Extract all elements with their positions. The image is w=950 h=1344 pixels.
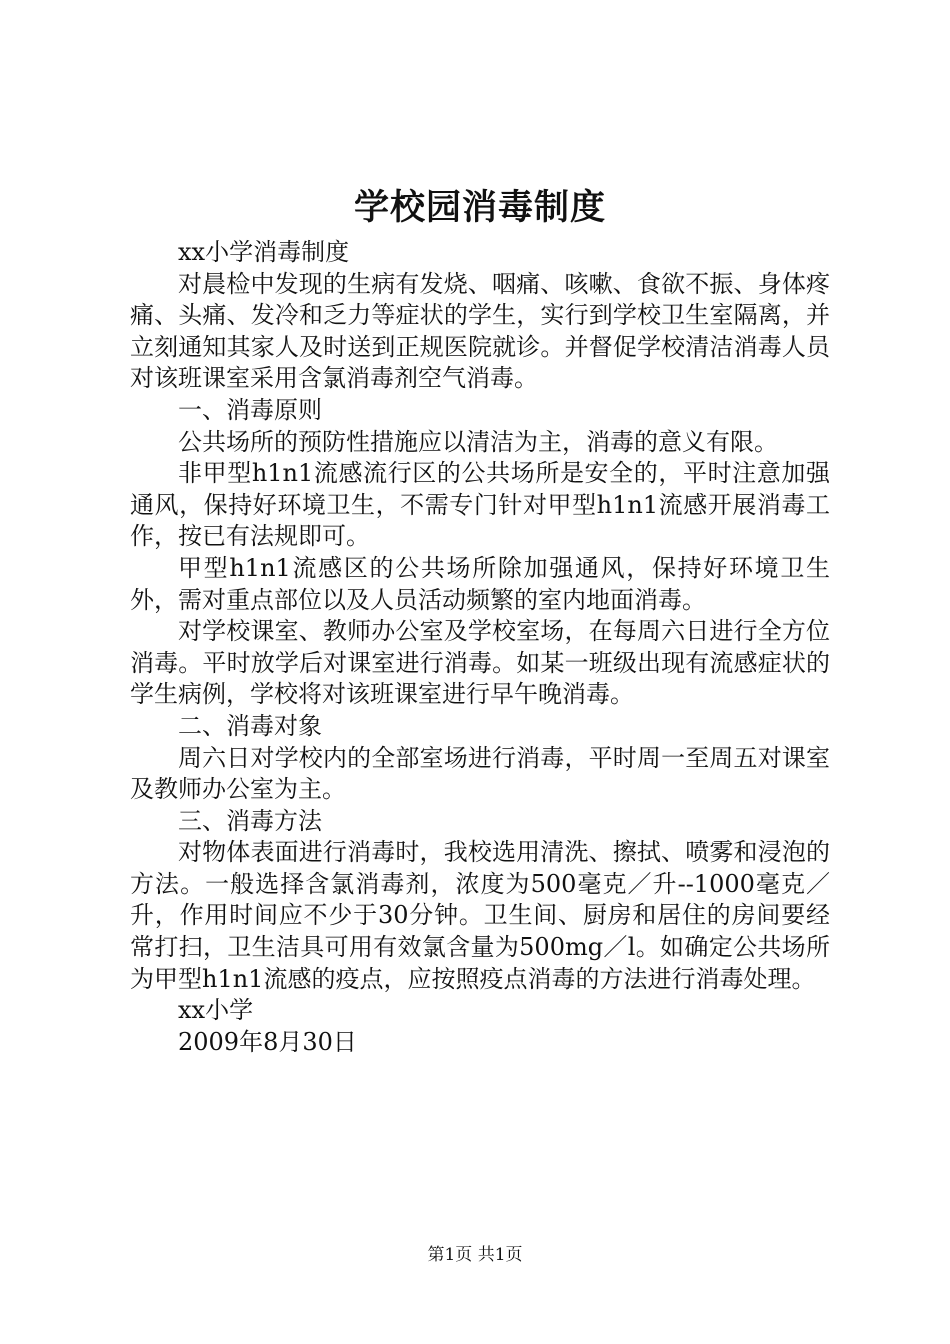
paragraph-principle-3: 甲型h1n1流感区的公共场所除加强通风，保持好环境卫生外，需对重点部位以及人员活动频繁的室内地面消毒。	[130, 553, 830, 614]
section-heading-methods: 三、消毒方法	[178, 806, 322, 835]
paragraph-intro: 对晨检中发现的生病有发烧、咽痛、咳嗽、食欲不振、身体疼痛、头痛、发冷和乏力等症状的学生，实行到学校卫生室隔离，并立刻通知其家人及时送到正规医院就诊。并督促学校清洁消毒人员对该班课室采用含氯消毒剂空气消毒。	[130, 269, 830, 393]
section-heading-targets: 二、消毒对象	[178, 711, 322, 740]
document-title: 学校园消毒制度	[353, 187, 606, 228]
paragraph-principle-1: 公共场所的预防性措施应以清洁为主，消毒的意义有限。	[178, 427, 778, 456]
page-footer: 第1页 共1页	[427, 1245, 523, 1265]
paragraph-principle-4: 对学校课室、教师办公室及学校室场，在每周六日进行全方位消毒。平时放学后对课室进行消毒。如某一班级出现有流感症状的学生病例，学校将对该班课室进行早午晚消毒。	[130, 617, 830, 709]
paragraph-targets: 周六日对学校内的全部室场进行消毒，平时周一至周五对课室及教师办公室为主。	[130, 743, 830, 804]
signature-school: xx小学	[178, 996, 254, 1025]
document-body	[130, 183, 830, 1058]
paragraph-principle-2: 非甲型h1n1流感流行区的公共场所是安全的，平时注意加强通风，保持好环境卫生，不需专门针对甲型h1n1流感开展消毒工作，按已有法规即可。	[130, 459, 830, 551]
paragraph-methods: 对物体表面进行消毒时，我校选用清洗、擦拭、喷雾和浸泡的方法。一般选择含氯消毒剂，浓度为500毫克／升--1000毫克／升，作用时间应不少于30分钟。卫生间、厨房和居住的房间要经常打扫，卫生洁具可用有效氯含量为500mg／l。如确定公共场所为甲型h1n1流感的疫点，应按照疫点消毒的方法进行消毒处理。	[130, 838, 830, 993]
section-heading-principles: 一、消毒原则	[178, 395, 322, 424]
signature-date: 2009年8月30日	[178, 1027, 357, 1056]
doc-subtitle: xx小学消毒制度	[178, 238, 350, 266]
